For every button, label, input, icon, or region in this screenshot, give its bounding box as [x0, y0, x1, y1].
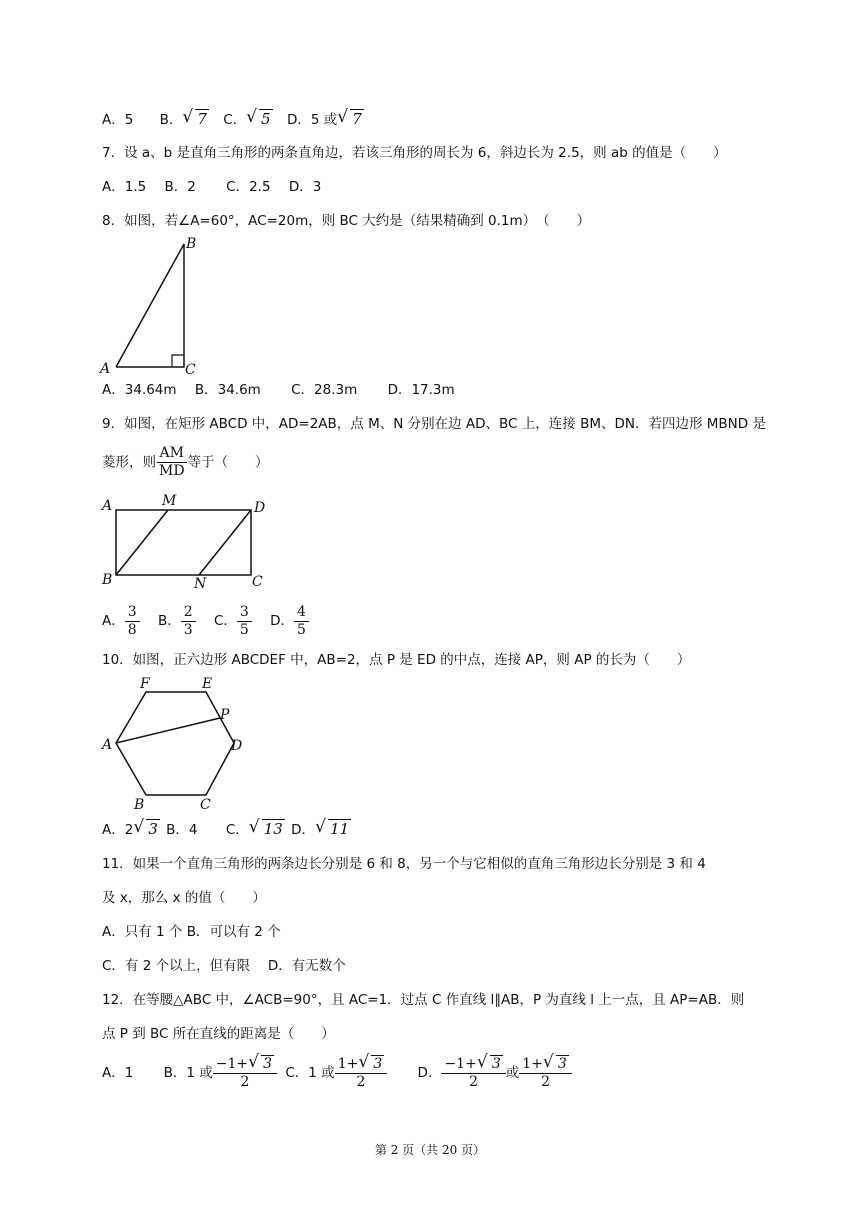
q12-options	[102, 1053, 572, 1093]
q7-option-d: D．3	[288, 179, 322, 195]
q8-label-b: B	[186, 236, 197, 252]
q10-label-b: B	[134, 797, 145, 813]
q11-stem-line1: 11．如果一个直角三角形的两条边长分别是 6 和 8，另一个与它相似的直角三角形边长分别是 3 和 4	[102, 856, 706, 872]
q9-option-d: D． $\frac{4}{5}$	[270, 613, 309, 629]
q9-option-a: A． $\frac{3}{8}$	[102, 613, 140, 629]
q8-option-a: A．34.64m	[102, 382, 177, 398]
q9-fraction: $\frac{AM}{MD}$	[156, 445, 188, 480]
q6-option-c: C．√ 5	[223, 112, 272, 128]
q9-label-c: C	[252, 574, 263, 590]
q7-option-b: B．2	[164, 179, 196, 195]
q10-label-d: D	[231, 738, 243, 754]
q9-stem-line1: 9．如图，在矩形 ABCD 中，AD=2AB，点 M、N 分别在边 AD、BC 上，连接 BM、DN．若四边形 MBND 是	[102, 416, 766, 432]
q6-options	[102, 109, 364, 130]
q7-option-c: C．2.5	[226, 179, 271, 195]
q8-option-c: C．28.3m	[291, 382, 358, 398]
q10-option-d: D．√ 11	[291, 822, 351, 838]
q10-option-a: A．2√ 3	[102, 822, 160, 838]
q10-option-c: C．√ 13	[226, 822, 285, 838]
q7-option-a: A．1.5	[102, 179, 147, 195]
q9-option-c: C． $\frac{3}{5}$	[214, 613, 252, 629]
q8-label-c: C	[185, 362, 196, 377]
q11-stem-line2: 及 x，那么 x 的值（ ）	[102, 890, 266, 906]
q10-stem: 10．如图，正六边形 ABCDEF 中，AB=2，点 P 是 ED 的中点，连接 AP，则 AP 的长为（ ）	[102, 652, 691, 668]
q9-label-a: A	[102, 498, 113, 514]
q10-label-a: A	[102, 737, 113, 753]
page-footer: 第 2 页（共 20 页）	[374, 1143, 486, 1157]
q10-label-f: F	[140, 676, 150, 692]
q8-triangle-figure	[98, 232, 208, 377]
q12-option-a: A．1	[102, 1065, 134, 1081]
q11-options-line1: A．只有 1 个 B．可以有 2 个	[102, 924, 281, 940]
q10-option-b: B．4	[166, 822, 198, 838]
q9-options	[102, 603, 309, 639]
q8-options	[102, 380, 469, 400]
q10-options	[102, 819, 351, 840]
q6-option-d: D．5 或√ 7	[287, 112, 364, 128]
q7-stem: 7．设 a、b 是直角三角形的两条直角边，若该三角形的周长为 6，斜边长为 2.5，则 ab 的值是（ ）	[102, 145, 727, 161]
q9-label-n: N	[194, 576, 207, 590]
q9-rectangle-figure	[98, 494, 273, 590]
q12-option-c: C．1 或 $\frac{1+√ 3}{2}$	[285, 1065, 387, 1081]
q12-option-b: B．1 或 $\frac{-1+√ 3}{2}$	[164, 1065, 277, 1081]
q8-option-b: B．34.6m	[194, 382, 261, 398]
q10-label-p: P	[220, 707, 230, 723]
q7-options	[102, 177, 335, 197]
q8-stem: 8．如图，若∠A=60°，AC=20m，则 BC 大约是（结果精确到 0.1m） （ ）	[102, 213, 591, 229]
q12-stem-line2: 点 P 到 BC 所在直线的距离是（ ）	[102, 1026, 335, 1042]
q12-option-d: D． $\frac{-1+√ 3}{2}$ 或 $\frac{1+√ 3}{2}$	[418, 1065, 572, 1081]
q9-label-d: D	[254, 500, 266, 516]
q9-label-b: B	[102, 572, 113, 588]
q10-hexagon-figure	[98, 674, 248, 816]
q6-option-a: A．5	[102, 112, 134, 128]
q10-label-e: E	[202, 676, 213, 692]
q9-stem-line2: 菱形，则 $\frac{AM}{MD}$ 等于（ ）	[102, 445, 269, 479]
q9-label-m: M	[162, 494, 177, 509]
q10-label-c: C	[200, 797, 211, 813]
q6-option-b: B．√ 7	[160, 112, 209, 128]
q9-option-b: B． $\frac{2}{3}$	[158, 613, 196, 629]
q12-stem-line1: 12．在等腰△ABC 中，∠ACB=90°，且 AC=1．过点 C 作直线 l∥AB，P 为直线 l 上一点，且 AP=AB．则	[102, 992, 745, 1008]
q8-option-d: D．17.3m	[387, 382, 455, 398]
q11-options-line2: C．有 2 个以上，但有限 D．有无数个	[102, 958, 346, 974]
q8-label-a: A	[100, 361, 111, 377]
